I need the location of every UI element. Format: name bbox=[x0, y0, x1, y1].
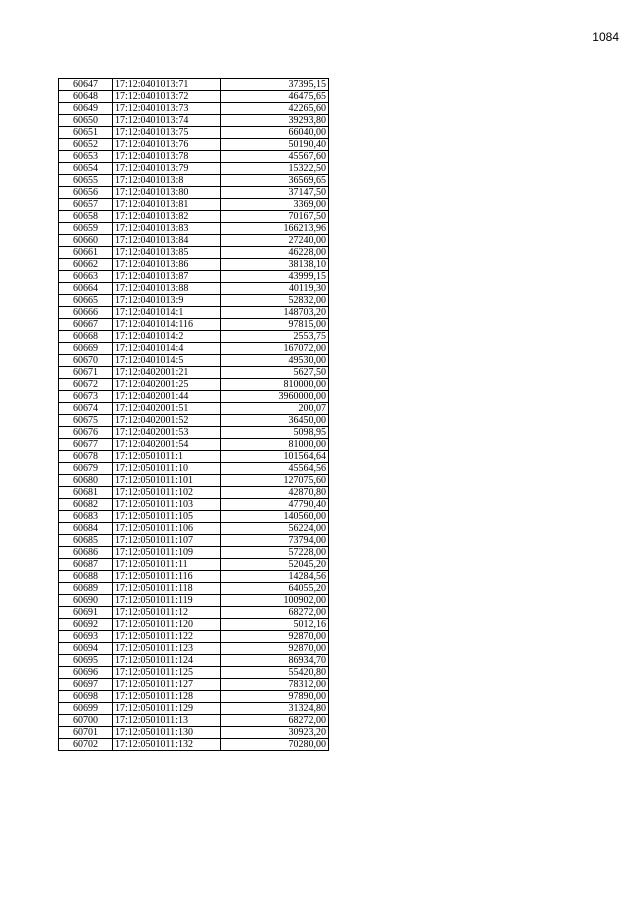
cadastral-number-cell: 17:12:0501011:1 bbox=[113, 451, 221, 463]
cadastral-value-cell: 42870,80 bbox=[221, 487, 329, 499]
table-row bbox=[59, 403, 329, 415]
cadastral-number-cell: 17:12:0501011:102 bbox=[113, 487, 221, 499]
table-row bbox=[59, 343, 329, 355]
cadastral-number-cell: 17:12:0401013:8 bbox=[113, 175, 221, 187]
row-number-cell: 60690 bbox=[59, 595, 113, 607]
table-row bbox=[59, 463, 329, 475]
table-row bbox=[59, 103, 329, 115]
row-number-cell: 60695 bbox=[59, 655, 113, 667]
table-row bbox=[59, 547, 329, 559]
table-row bbox=[59, 475, 329, 487]
table-row bbox=[59, 727, 329, 739]
row-number-cell: 60685 bbox=[59, 535, 113, 547]
row-number-cell: 60692 bbox=[59, 619, 113, 631]
table-row bbox=[59, 427, 329, 439]
row-number-cell: 60700 bbox=[59, 715, 113, 727]
row-number-cell: 60691 bbox=[59, 607, 113, 619]
cadastral-value-cell: 5012,16 bbox=[221, 619, 329, 631]
cadastral-number-cell: 17:12:0401013:80 bbox=[113, 187, 221, 199]
cadastral-number-cell: 17:12:0501011:122 bbox=[113, 631, 221, 643]
row-number-cell: 60689 bbox=[59, 583, 113, 595]
cadastral-value-cell: 43999,15 bbox=[221, 271, 329, 283]
cadastral-value-cell: 68272,00 bbox=[221, 607, 329, 619]
cadastral-number-cell: 17:12:0501011:103 bbox=[113, 499, 221, 511]
row-number-cell: 60671 bbox=[59, 367, 113, 379]
table-row bbox=[59, 667, 329, 679]
row-number-cell: 60674 bbox=[59, 403, 113, 415]
table-row bbox=[59, 331, 329, 343]
cadastral-number-cell: 17:12:0401013:87 bbox=[113, 271, 221, 283]
cadastral-value-cell: 127075,60 bbox=[221, 475, 329, 487]
cadastral-number-cell: 17:12:0401013:72 bbox=[113, 91, 221, 103]
row-number-cell: 60666 bbox=[59, 307, 113, 319]
cadastral-number-cell: 17:12:0402001:53 bbox=[113, 427, 221, 439]
table-row bbox=[59, 79, 329, 91]
table-row bbox=[59, 199, 329, 211]
cadastral-number-cell: 17:12:0402001:52 bbox=[113, 415, 221, 427]
row-number-cell: 60688 bbox=[59, 571, 113, 583]
table-row bbox=[59, 559, 329, 571]
table-row bbox=[59, 367, 329, 379]
cadastral-value-cell: 37395,15 bbox=[221, 79, 329, 91]
table-row bbox=[59, 643, 329, 655]
row-number-cell: 60665 bbox=[59, 295, 113, 307]
cadastral-number-cell: 17:12:0501011:10 bbox=[113, 463, 221, 475]
table-row bbox=[59, 187, 329, 199]
table-row bbox=[59, 211, 329, 223]
row-number-cell: 60655 bbox=[59, 175, 113, 187]
table-row bbox=[59, 295, 329, 307]
cadastral-value-cell: 97815,00 bbox=[221, 319, 329, 331]
cadastral-number-cell: 17:12:0501011:132 bbox=[113, 739, 221, 751]
cadastral-number-cell: 17:12:0402001:51 bbox=[113, 403, 221, 415]
row-number-cell: 60667 bbox=[59, 319, 113, 331]
cadastral-number-cell: 17:12:0501011:116 bbox=[113, 571, 221, 583]
table-row bbox=[59, 535, 329, 547]
table-row bbox=[59, 607, 329, 619]
cadastral-value-cell: 45564,56 bbox=[221, 463, 329, 475]
row-number-cell: 60668 bbox=[59, 331, 113, 343]
cadastral-value-cell: 92870,00 bbox=[221, 631, 329, 643]
cadastral-value-cell: 52832,00 bbox=[221, 295, 329, 307]
cadastral-value-cell: 45567,60 bbox=[221, 151, 329, 163]
cadastral-number-cell: 17:12:0401014:4 bbox=[113, 343, 221, 355]
page-number: 1084 bbox=[592, 30, 619, 44]
table-row bbox=[59, 247, 329, 259]
table-row bbox=[59, 163, 329, 175]
cadastral-value-cell: 36450,00 bbox=[221, 415, 329, 427]
table-row bbox=[59, 115, 329, 127]
cadastral-value-cell: 42265,60 bbox=[221, 103, 329, 115]
cadastral-value-cell: 200,07 bbox=[221, 403, 329, 415]
cadastral-value-table bbox=[58, 78, 329, 751]
row-number-cell: 60663 bbox=[59, 271, 113, 283]
cadastral-number-cell: 17:12:0501011:128 bbox=[113, 691, 221, 703]
row-number-cell: 60672 bbox=[59, 379, 113, 391]
cadastral-number-cell: 17:12:0401013:76 bbox=[113, 139, 221, 151]
table-row bbox=[59, 283, 329, 295]
cadastral-value-cell: 70167,50 bbox=[221, 211, 329, 223]
row-number-cell: 60653 bbox=[59, 151, 113, 163]
row-number-cell: 60682 bbox=[59, 499, 113, 511]
row-number-cell: 60664 bbox=[59, 283, 113, 295]
row-number-cell: 60684 bbox=[59, 523, 113, 535]
cadastral-number-cell: 17:12:0501011:123 bbox=[113, 643, 221, 655]
row-number-cell: 60647 bbox=[59, 79, 113, 91]
cadastral-number-cell: 17:12:0401014:2 bbox=[113, 331, 221, 343]
row-number-cell: 60677 bbox=[59, 439, 113, 451]
cadastral-value-cell: 140560,00 bbox=[221, 511, 329, 523]
cadastral-value-cell: 37147,50 bbox=[221, 187, 329, 199]
row-number-cell: 60687 bbox=[59, 559, 113, 571]
row-number-cell: 60702 bbox=[59, 739, 113, 751]
cadastral-number-cell: 17:12:0501011:129 bbox=[113, 703, 221, 715]
cadastral-value-cell: 46475,65 bbox=[221, 91, 329, 103]
cadastral-number-cell: 17:12:0501011:119 bbox=[113, 595, 221, 607]
table-row bbox=[59, 583, 329, 595]
row-number-cell: 60657 bbox=[59, 199, 113, 211]
row-number-cell: 60686 bbox=[59, 547, 113, 559]
table-row bbox=[59, 619, 329, 631]
row-number-cell: 60673 bbox=[59, 391, 113, 403]
cadastral-number-cell: 17:12:0401013:71 bbox=[113, 79, 221, 91]
cadastral-number-cell: 17:12:0401013:79 bbox=[113, 163, 221, 175]
table-row bbox=[59, 739, 329, 751]
cadastral-value-cell: 46228,00 bbox=[221, 247, 329, 259]
cadastral-value-cell: 39293,80 bbox=[221, 115, 329, 127]
cadastral-number-cell: 17:12:0501011:105 bbox=[113, 511, 221, 523]
cadastral-value-cell: 36569,65 bbox=[221, 175, 329, 187]
cadastral-value-cell: 86934,70 bbox=[221, 655, 329, 667]
table-row bbox=[59, 127, 329, 139]
cadastral-number-cell: 17:12:0401013:84 bbox=[113, 235, 221, 247]
row-number-cell: 60652 bbox=[59, 139, 113, 151]
row-number-cell: 60649 bbox=[59, 103, 113, 115]
cadastral-value-cell: 66040,00 bbox=[221, 127, 329, 139]
table-row bbox=[59, 271, 329, 283]
row-number-cell: 60676 bbox=[59, 427, 113, 439]
cadastral-number-cell: 17:12:0401013:9 bbox=[113, 295, 221, 307]
table-row bbox=[59, 139, 329, 151]
row-number-cell: 60679 bbox=[59, 463, 113, 475]
cadastral-value-cell: 78312,00 bbox=[221, 679, 329, 691]
table-row bbox=[59, 523, 329, 535]
cadastral-number-cell: 17:12:0401013:82 bbox=[113, 211, 221, 223]
cadastral-value-cell: 31324,80 bbox=[221, 703, 329, 715]
cadastral-number-cell: 17:12:0501011:12 bbox=[113, 607, 221, 619]
table-row bbox=[59, 355, 329, 367]
table-row bbox=[59, 175, 329, 187]
cadastral-value-cell: 81000,00 bbox=[221, 439, 329, 451]
table-row bbox=[59, 631, 329, 643]
table-row bbox=[59, 487, 329, 499]
cadastral-value-cell: 55420,80 bbox=[221, 667, 329, 679]
table-row bbox=[59, 223, 329, 235]
table-row bbox=[59, 319, 329, 331]
cadastral-number-cell: 17:12:0401014:116 bbox=[113, 319, 221, 331]
table-row bbox=[59, 391, 329, 403]
row-number-cell: 60681 bbox=[59, 487, 113, 499]
cadastral-value-cell: 3369,00 bbox=[221, 199, 329, 211]
cadastral-value-cell: 38138,10 bbox=[221, 259, 329, 271]
cadastral-value-cell: 57228,00 bbox=[221, 547, 329, 559]
cadastral-number-cell: 17:12:0501011:130 bbox=[113, 727, 221, 739]
cadastral-number-cell: 17:12:0402001:44 bbox=[113, 391, 221, 403]
cadastral-number-cell: 17:12:0501011:124 bbox=[113, 655, 221, 667]
cadastral-value-cell: 56224,00 bbox=[221, 523, 329, 535]
table-body bbox=[59, 79, 329, 751]
cadastral-number-cell: 17:12:0501011:127 bbox=[113, 679, 221, 691]
row-number-cell: 60662 bbox=[59, 259, 113, 271]
cadastral-number-cell: 17:12:0401013:73 bbox=[113, 103, 221, 115]
cadastral-value-cell: 3960000,00 bbox=[221, 391, 329, 403]
table-row bbox=[59, 235, 329, 247]
row-number-cell: 60678 bbox=[59, 451, 113, 463]
cadastral-number-cell: 17:12:0402001:25 bbox=[113, 379, 221, 391]
cadastral-value-cell: 30923,20 bbox=[221, 727, 329, 739]
row-number-cell: 60659 bbox=[59, 223, 113, 235]
row-number-cell: 60694 bbox=[59, 643, 113, 655]
table-row bbox=[59, 511, 329, 523]
cadastral-number-cell: 17:12:0401013:83 bbox=[113, 223, 221, 235]
cadastral-number-cell: 17:12:0401013:75 bbox=[113, 127, 221, 139]
cadastral-number-cell: 17:12:0401014:1 bbox=[113, 307, 221, 319]
cadastral-number-cell: 17:12:0402001:21 bbox=[113, 367, 221, 379]
row-number-cell: 60693 bbox=[59, 631, 113, 643]
table-row bbox=[59, 715, 329, 727]
cadastral-value-cell: 101564,64 bbox=[221, 451, 329, 463]
table-row bbox=[59, 91, 329, 103]
cadastral-value-cell: 70280,00 bbox=[221, 739, 329, 751]
row-number-cell: 60650 bbox=[59, 115, 113, 127]
row-number-cell: 60660 bbox=[59, 235, 113, 247]
cadastral-value-cell: 810000,00 bbox=[221, 379, 329, 391]
table-row bbox=[59, 259, 329, 271]
cadastral-number-cell: 17:12:0401013:74 bbox=[113, 115, 221, 127]
cadastral-number-cell: 17:12:0501011:120 bbox=[113, 619, 221, 631]
cadastral-number-cell: 17:12:0501011:11 bbox=[113, 559, 221, 571]
cadastral-number-cell: 17:12:0401013:78 bbox=[113, 151, 221, 163]
row-number-cell: 60648 bbox=[59, 91, 113, 103]
cadastral-value-cell: 68272,00 bbox=[221, 715, 329, 727]
cadastral-value-cell: 52045,20 bbox=[221, 559, 329, 571]
table-row bbox=[59, 307, 329, 319]
table-row bbox=[59, 379, 329, 391]
cadastral-value-cell: 97890,00 bbox=[221, 691, 329, 703]
row-number-cell: 60658 bbox=[59, 211, 113, 223]
table-row bbox=[59, 415, 329, 427]
cadastral-number-cell: 17:12:0401014:5 bbox=[113, 355, 221, 367]
cadastral-value-cell: 148703,20 bbox=[221, 307, 329, 319]
cadastral-number-cell: 17:12:0501011:13 bbox=[113, 715, 221, 727]
row-number-cell: 60670 bbox=[59, 355, 113, 367]
cadastral-value-cell: 167072,00 bbox=[221, 343, 329, 355]
cadastral-number-cell: 17:12:0401013:85 bbox=[113, 247, 221, 259]
table-row bbox=[59, 679, 329, 691]
row-number-cell: 60697 bbox=[59, 679, 113, 691]
table-row bbox=[59, 655, 329, 667]
table-row bbox=[59, 499, 329, 511]
cadastral-value-cell: 5098,95 bbox=[221, 427, 329, 439]
table-row bbox=[59, 595, 329, 607]
cadastral-value-cell: 50190,40 bbox=[221, 139, 329, 151]
cadastral-value-cell: 14284,56 bbox=[221, 571, 329, 583]
cadastral-value-cell: 73794,00 bbox=[221, 535, 329, 547]
row-number-cell: 60683 bbox=[59, 511, 113, 523]
cadastral-value-cell: 92870,00 bbox=[221, 643, 329, 655]
cadastral-number-cell: 17:12:0501011:107 bbox=[113, 535, 221, 547]
cadastral-value-cell: 27240,00 bbox=[221, 235, 329, 247]
row-number-cell: 60698 bbox=[59, 691, 113, 703]
row-number-cell: 60651 bbox=[59, 127, 113, 139]
cadastral-value-cell: 49530,00 bbox=[221, 355, 329, 367]
row-number-cell: 60699 bbox=[59, 703, 113, 715]
row-number-cell: 60661 bbox=[59, 247, 113, 259]
row-number-cell: 60675 bbox=[59, 415, 113, 427]
table-row bbox=[59, 691, 329, 703]
cadastral-number-cell: 17:12:0501011:106 bbox=[113, 523, 221, 535]
table-row bbox=[59, 151, 329, 163]
cadastral-number-cell: 17:12:0401013:81 bbox=[113, 199, 221, 211]
cadastral-value-cell: 5627,50 bbox=[221, 367, 329, 379]
cadastral-number-cell: 17:12:0501011:118 bbox=[113, 583, 221, 595]
row-number-cell: 60669 bbox=[59, 343, 113, 355]
cadastral-value-cell: 2553,75 bbox=[221, 331, 329, 343]
row-number-cell: 60696 bbox=[59, 667, 113, 679]
cadastral-number-cell: 17:12:0401013:86 bbox=[113, 259, 221, 271]
cadastral-value-cell: 40119,30 bbox=[221, 283, 329, 295]
cadastral-number-cell: 17:12:0402001:54 bbox=[113, 439, 221, 451]
cadastral-value-cell: 100902,00 bbox=[221, 595, 329, 607]
table-row bbox=[59, 571, 329, 583]
cadastral-value-cell: 47790,40 bbox=[221, 499, 329, 511]
row-number-cell: 60654 bbox=[59, 163, 113, 175]
table-row bbox=[59, 451, 329, 463]
cadastral-number-cell: 17:12:0401013:88 bbox=[113, 283, 221, 295]
cadastral-value-cell: 15322,50 bbox=[221, 163, 329, 175]
cadastral-number-cell: 17:12:0501011:101 bbox=[113, 475, 221, 487]
cadastral-value-cell: 64055,20 bbox=[221, 583, 329, 595]
cadastral-value-cell: 166213,96 bbox=[221, 223, 329, 235]
cadastral-number-cell: 17:12:0501011:109 bbox=[113, 547, 221, 559]
row-number-cell: 60656 bbox=[59, 187, 113, 199]
table-row bbox=[59, 703, 329, 715]
row-number-cell: 60680 bbox=[59, 475, 113, 487]
table-row bbox=[59, 439, 329, 451]
row-number-cell: 60701 bbox=[59, 727, 113, 739]
cadastral-number-cell: 17:12:0501011:125 bbox=[113, 667, 221, 679]
